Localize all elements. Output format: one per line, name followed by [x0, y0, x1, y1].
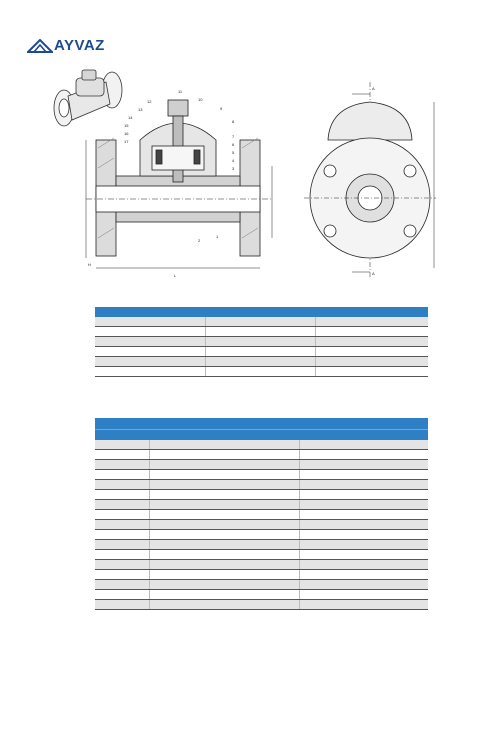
- dimensions-table: [95, 307, 428, 377]
- part-label: 7: [232, 134, 235, 139]
- table-row: [95, 510, 428, 520]
- part-label: 13: [138, 107, 143, 112]
- valve-section-view: [86, 100, 272, 268]
- part-label: 8: [232, 119, 235, 124]
- table-row: [95, 480, 428, 490]
- materials-table: [95, 430, 428, 610]
- table-row: [95, 530, 428, 540]
- part-label: 17: [124, 139, 129, 144]
- table-row: [95, 550, 428, 560]
- table-row: [95, 357, 428, 367]
- section-marker: A: [372, 271, 375, 276]
- table-row: [95, 460, 428, 470]
- table-row: [95, 490, 428, 500]
- brand-name: AYVAZ: [54, 37, 105, 54]
- part-label: 4: [232, 158, 235, 163]
- ayvaz-logo: [27, 36, 147, 56]
- part-label: 1: [216, 234, 219, 239]
- part-label: 5: [232, 150, 235, 155]
- table-row: [95, 540, 428, 550]
- part-label: 14: [128, 115, 133, 120]
- logo-mark-icon: [27, 39, 53, 53]
- table-row: [95, 440, 428, 450]
- table-row: [95, 600, 428, 610]
- part-label: 15: [124, 123, 129, 128]
- part-label: 16: [124, 131, 129, 136]
- table-row: [95, 327, 428, 337]
- valve-end-view: [304, 82, 436, 278]
- valve-3d-view: [54, 70, 122, 126]
- table-row: [95, 470, 428, 480]
- part-label: 3: [232, 166, 235, 171]
- table-row: [95, 317, 428, 327]
- part-label: 9: [220, 106, 223, 111]
- part-label: 11: [178, 89, 183, 94]
- table-row: [95, 520, 428, 530]
- section-marker: A: [372, 86, 375, 91]
- length-dimension-label: L: [174, 273, 177, 278]
- part-label: 2: [198, 238, 201, 243]
- part-label: 6: [232, 142, 235, 147]
- part-label: 10: [198, 97, 203, 102]
- table-row: [95, 500, 428, 510]
- table-row: [95, 560, 428, 570]
- table-row: [95, 367, 428, 377]
- valve-technical-drawing: [40, 68, 440, 283]
- height-dimension-label: H: [88, 262, 91, 267]
- materials-table-title-bar: [95, 418, 428, 430]
- table-row: [95, 450, 428, 460]
- part-label: 12: [147, 99, 152, 104]
- table-header: [95, 430, 428, 440]
- table-header: [95, 307, 428, 317]
- table-row: [95, 347, 428, 357]
- table-row: [95, 580, 428, 590]
- table-row: [95, 570, 428, 580]
- table-row: [95, 590, 428, 600]
- table-row: [95, 337, 428, 347]
